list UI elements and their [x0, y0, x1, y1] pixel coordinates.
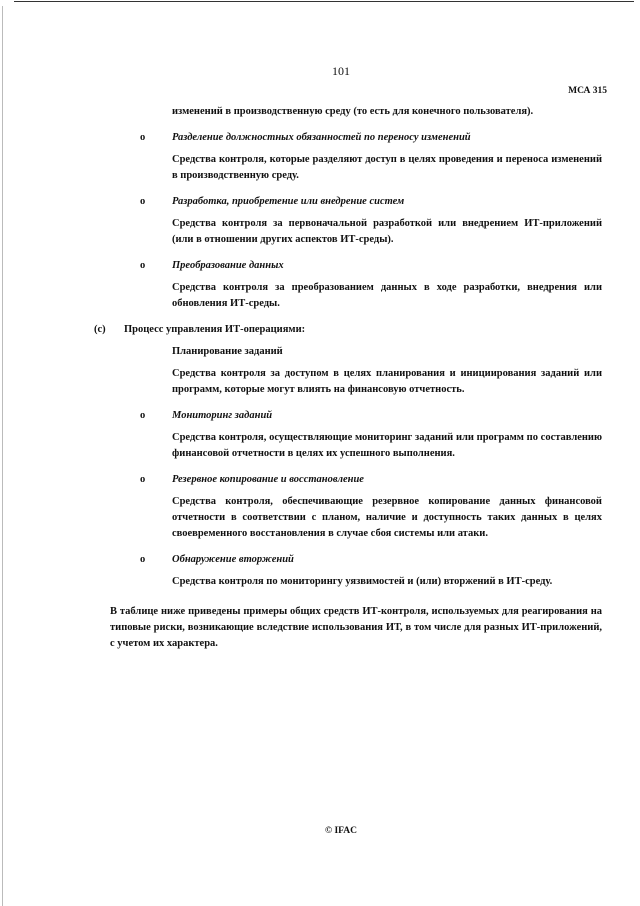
bullet-marker: o — [140, 196, 146, 207]
section-marker: (c) — [94, 324, 106, 335]
top-border-line — [14, 1, 634, 2]
item-text: Средства контроля, которые разделяют доступ в целях проведения и переноса изменений в производственную среду. — [172, 154, 602, 181]
item-text: Средства контроля за первоначальной разработкой или внедрением ИТ-приложений (или в отношении других аспектов ИТ-среды). — [172, 218, 602, 245]
list-item — [110, 130, 602, 146]
item-title: Резервное копирование и восстановление — [172, 474, 364, 485]
item-text: Средства контроля, обеспечивающие резервное копирование данных финансовой отчетности в соответствии с планом, наличие и доступность таких данных в целях своевременного восстановления в случае сбоя системы или атаки. — [172, 496, 602, 539]
bullet-marker: o — [140, 410, 146, 421]
document-code: МСА 315 — [568, 86, 607, 96]
item-text: Средства контроля за преобразованием данных в ходе разработки, внедрения или обновления ИТ-среды. — [172, 282, 602, 309]
bullet-marker: o — [140, 554, 146, 565]
intro-continuation: изменений в производственную среду (то есть для конечного пользователя). — [172, 106, 534, 117]
list-item — [110, 194, 602, 210]
copyright-footer: © IFAC — [325, 826, 357, 836]
item-title: Преобразование данных — [172, 260, 284, 271]
list-item — [110, 258, 602, 274]
item-text: Средства контроля по мониторингу уязвимостей и (или) вторжений в ИТ-среду. — [172, 576, 553, 587]
bullet-marker: o — [140, 132, 146, 143]
bullet-marker: o — [140, 474, 146, 485]
closing-paragraph: В таблице ниже приведены примеры общих средств ИТ-контроля, используемых для реагирования на типовые риски, возникающие вследствие использования ИТ, в том числе для разных ИТ-приложений, с учетом их характера. — [110, 606, 602, 649]
left-border-line — [2, 6, 3, 906]
item-title: Разработка, приобретение или внедрение систем — [172, 196, 405, 207]
list-item — [110, 408, 602, 424]
subsection-text: Средства контроля за доступом в целях планирования и инициирования заданий или программ, которые могут влиять на финансовую отчетность. — [172, 368, 602, 395]
item-title: Мониторинг заданий — [172, 410, 273, 421]
section-title: Процесс управления ИТ-операциями: — [124, 324, 306, 335]
item-title: Разделение должностных обязанностей по переносу изменений — [172, 132, 471, 143]
page-number: 101 — [332, 64, 350, 78]
item-title: Обнаружение вторжений — [172, 554, 294, 565]
subsection-title: Планирование заданий — [172, 346, 283, 357]
bullet-marker: o — [140, 260, 146, 271]
list-item — [110, 472, 602, 488]
page-body — [94, 104, 602, 652]
list-item — [110, 552, 602, 568]
section-c-heading — [94, 322, 602, 338]
item-text: Средства контроля, осуществляющие мониторинг заданий или программ по составлению финансовой отчетности в целях их успешного выполнения. — [172, 432, 602, 459]
